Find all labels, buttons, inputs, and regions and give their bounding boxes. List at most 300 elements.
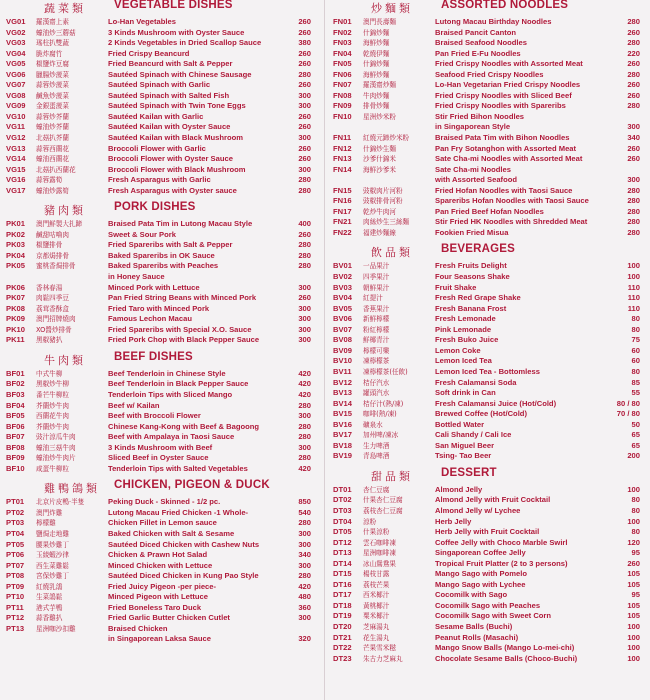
menu-item-row	[6, 80, 311, 91]
item-name-cn: 生力啤酒	[363, 441, 390, 450]
item-price: 300	[298, 539, 311, 549]
item-name-cn: 鹹魚炒菠菜	[36, 91, 69, 100]
item-code: BV01	[333, 261, 352, 271]
menu-item-row	[6, 59, 311, 70]
item-code: VG06	[6, 69, 26, 79]
item-code: VG01	[6, 17, 26, 26]
item-name: Chinese Kang-Kong with Beef & Bagoong	[108, 421, 260, 431]
item-price: 260	[298, 111, 311, 121]
menu-item-row	[333, 441, 640, 452]
item-price: 100	[627, 516, 640, 526]
item-name: Mango Sago with Pomelo	[435, 569, 527, 579]
menu-item-row	[6, 261, 311, 272]
item-code: VG13	[6, 143, 26, 153]
menu-item-row	[6, 165, 311, 176]
item-code: FN17	[333, 206, 352, 216]
item-name: Tenderloin Tips with Salted Vegetables	[108, 463, 248, 473]
menu-item-row	[6, 592, 311, 603]
item-code: FN02	[333, 27, 352, 37]
menu-item-row	[333, 175, 640, 186]
item-name: Fookien Fried Misua	[435, 227, 509, 237]
item-price: 280	[627, 217, 640, 227]
item-code: VG12	[6, 133, 26, 143]
menu-item-row	[6, 379, 311, 390]
item-name: with Assorted Seafood	[435, 175, 517, 185]
item-code: DT01	[333, 484, 352, 494]
item-name-cn: 豉汁涼瓜牛肉	[36, 433, 76, 442]
item-name-cn: 芥蘭炒牛肉	[36, 422, 69, 431]
item-price: 360	[298, 602, 311, 612]
item-name-cn: 荔枝杏仁豆腐	[363, 506, 403, 515]
section-title-cn: 牛肉類	[44, 353, 86, 367]
item-name: Spareribs Hofan Noodles with Taosi Sauce	[435, 196, 589, 206]
item-code: DT17	[333, 590, 352, 600]
item-name: 3 Kinds Mushroom with Beef	[108, 442, 213, 452]
item-code: BV19	[333, 451, 352, 461]
menu-section	[333, 468, 640, 664]
item-code: VG16	[6, 175, 26, 185]
item-name-cn: 新鮮檸檬	[363, 315, 390, 324]
item-price	[606, 112, 640, 123]
item-price: 260	[298, 27, 311, 37]
menu-item-row	[6, 453, 311, 464]
menu-item-row	[6, 571, 311, 582]
item-code: BF09	[6, 453, 25, 463]
item-name: Almond Jelly with Fruit Cocktail	[435, 495, 551, 505]
menu-item-row	[6, 624, 311, 635]
item-code: PT06	[6, 550, 25, 560]
item-name: Lo-Han Vegetarian Fried Crispy Noodles	[435, 80, 581, 90]
item-code: VG03	[6, 38, 26, 48]
item-name: Beef Tenderloin in Chinese Style	[108, 368, 226, 378]
menu-item-row	[333, 101, 640, 112]
item-name-cn: 北京片皮鴨·半隻	[36, 498, 85, 507]
menu-item-row	[6, 443, 311, 454]
section-title-cn: 炒麵類	[371, 2, 413, 15]
item-name-cn: 香林春湯	[36, 283, 63, 292]
item-name-cn: 蒜蓉炒菠菜	[36, 81, 69, 90]
item-price: 300	[298, 411, 311, 421]
item-code: DT03	[333, 505, 352, 515]
item-price: 300	[627, 122, 640, 132]
item-name: Pink Lemonade	[435, 324, 492, 334]
menu-item-row	[6, 283, 311, 294]
item-price: 100	[627, 643, 640, 653]
item-name-cn: 凍檸檬茶	[363, 357, 390, 366]
item-name: Braised Pata Tim with Bihon Noodles	[435, 133, 570, 143]
item-code: VG07	[6, 80, 26, 90]
section-header	[6, 202, 311, 218]
item-code	[6, 634, 36, 645]
item-price: 280	[627, 185, 640, 195]
item-name-cn: 肉鬆四季豆	[36, 294, 69, 303]
item-code: FN04	[333, 48, 352, 58]
item-name: Tropical Fruit Platter (2 to 3 persons)	[435, 558, 568, 568]
item-name: in Singaporean Laksa Sauce	[108, 634, 211, 644]
item-price	[277, 624, 311, 635]
item-price: 320	[298, 634, 311, 644]
item-code	[333, 122, 363, 133]
menu-item-row	[333, 122, 640, 133]
item-code: FN01	[333, 17, 352, 26]
item-name-cn: 海鮮炒麵	[363, 39, 390, 48]
menu-item-row	[333, 633, 640, 644]
menu-section	[333, 0, 640, 238]
item-name-cn: 乾炒牛肉河	[363, 207, 396, 216]
item-name: Baked Spareribs in OK Sauce	[108, 250, 215, 260]
item-name-cn: 香蕉果汁	[363, 304, 390, 313]
menu-item-row	[333, 91, 640, 102]
section-title: BEEF DISHES	[114, 350, 193, 363]
menu-item-row	[333, 654, 640, 665]
item-price: 80	[631, 366, 640, 376]
item-code: BF08	[6, 442, 25, 452]
menu-item-row	[6, 154, 311, 165]
item-price: 260	[627, 90, 640, 100]
item-name-cn: 涼粉	[363, 517, 377, 526]
menu-item-row	[6, 144, 311, 155]
item-price: 260	[298, 154, 311, 164]
item-code: VG09	[6, 101, 26, 111]
item-name: Coffee Jelly with Choco Marble Swirl	[435, 537, 568, 547]
menu-item-row	[333, 133, 640, 144]
item-name: Beef Tenderloin in Black Pepper Sauce	[108, 379, 249, 389]
menu-item-row	[333, 346, 640, 357]
item-price: 300	[627, 175, 640, 185]
item-name-cn: XO醬炒排骨	[36, 325, 72, 334]
item-code: PT03	[6, 518, 25, 528]
item-price: 260	[298, 17, 311, 26]
section-title-cn: 甜品類	[371, 469, 413, 483]
menu-item-row	[333, 420, 640, 431]
menu-item-row	[6, 582, 311, 593]
item-name: Fresh Buko Juice	[435, 335, 499, 345]
item-name: Fried Pork Chop with Black Pepper Sauce	[108, 335, 260, 345]
item-code: BV15	[333, 409, 352, 419]
item-name-cn: 福建炒麵線	[363, 228, 396, 237]
item-code: BF07	[6, 432, 25, 442]
menu-item-row	[333, 590, 640, 601]
item-price: 300	[298, 303, 311, 313]
item-price: 105	[627, 600, 640, 610]
item-name-cn: 北菇扒芥蘭	[36, 134, 69, 143]
item-price: 70 / 80	[616, 409, 640, 419]
item-name-cn: 星洲咖沙扣雞	[36, 624, 76, 633]
item-name-cn: 番芒牛柳粒	[36, 390, 69, 399]
item-name-cn: 檸檬可樂	[363, 346, 390, 355]
item-name: Pan Fried String Beans with Minced Pork	[108, 293, 257, 303]
item-name: Mango Snow Balls (Mango Lo-mei-chi)	[435, 643, 575, 653]
item-name: Almond Jelly	[435, 484, 483, 494]
item-code: PT11	[6, 602, 24, 612]
item-name: Brewed Coffee (Hot/Cold)	[435, 409, 527, 419]
item-code: BF10	[6, 463, 25, 473]
item-price: 260	[627, 59, 640, 69]
item-name-cn: 澳門長壽麵	[363, 18, 396, 26]
item-price: 300	[298, 560, 311, 570]
item-price: 300	[298, 528, 311, 538]
item-price: 300	[298, 324, 311, 334]
item-price: 280	[298, 518, 311, 528]
menu-item-row	[6, 518, 311, 529]
item-code: VG15	[6, 164, 26, 174]
item-name-cn: 星洲炒米粉	[363, 112, 396, 121]
item-name-cn: 蠔油炒露筍	[36, 186, 69, 195]
item-name-cn: 蠔油炒芥蘭	[36, 123, 69, 132]
item-name: Minced Pigeon with Lettuce	[108, 592, 208, 602]
item-name: Fresh Fruits Delight	[435, 261, 507, 271]
item-name: Lutong Macau Fried Chicken -1 Whole-	[108, 507, 249, 517]
item-price: 80	[631, 314, 640, 324]
menu-item-row	[6, 550, 311, 561]
item-name-cn: 蜜桃香焗排骨	[36, 262, 76, 271]
item-price: 100	[627, 632, 640, 642]
item-price: 95	[631, 590, 640, 600]
menu-item-row	[333, 196, 640, 207]
item-name: Sautéed Spinach with Salted Fish	[108, 90, 230, 100]
item-code: FN16	[333, 196, 352, 206]
item-name-cn: 冰山鴛鴦果	[363, 559, 396, 568]
item-name-cn: 芥蘭炒牛肉	[36, 401, 69, 410]
item-price: 480	[298, 592, 311, 602]
item-name-cn: 北菇扒西蘭花	[36, 165, 76, 174]
item-name: Fried Juicy Pigeon -per piece-	[108, 581, 217, 591]
item-price: 300	[298, 613, 311, 623]
item-name: Peking Duck - Skinned - 1/2 pc.	[108, 497, 221, 507]
menu-item-row	[333, 517, 640, 528]
item-code: FN14	[333, 164, 352, 174]
item-name-cn: 朝鮮果汁	[363, 283, 390, 292]
item-name: Fried Garlic Butter Chicken Cutlet	[108, 613, 230, 623]
item-code: BV10	[333, 356, 352, 366]
section-header	[6, 352, 311, 368]
item-price: 260	[627, 80, 640, 90]
section-title-cn: 豬肉類	[44, 204, 86, 218]
item-name-cn: 排骨炒麵	[363, 102, 390, 111]
item-price: 420	[298, 379, 311, 389]
item-name: 3 Kinds Mushroom with Oyster Sauce	[108, 27, 245, 37]
item-code: PT02	[6, 507, 25, 517]
item-code: FN10	[333, 111, 352, 121]
menu-item-row	[6, 240, 311, 251]
item-price: 420	[298, 368, 311, 378]
item-price	[277, 272, 311, 283]
item-code: PT12	[6, 613, 25, 623]
item-name: Sautéed Diced Chicken with Cashew Nuts	[108, 539, 260, 549]
item-price: 300	[298, 101, 311, 111]
item-code: FN08	[333, 90, 352, 100]
item-name: Cocomilk Sago with Sweet Corn	[435, 611, 552, 621]
item-code: VG04	[6, 48, 26, 58]
item-name: Almond Jelly w/ Lychee	[435, 505, 521, 515]
menu-item-row	[333, 186, 640, 197]
item-price: 200	[627, 451, 640, 461]
right-column	[325, 0, 650, 700]
item-code: FN21	[333, 217, 352, 227]
item-price: 80	[631, 505, 640, 515]
item-name-cn: 椒鹽排骨	[36, 241, 63, 250]
item-name: Fresh Banana Frost	[435, 303, 507, 313]
item-name-cn: 羅漢齋上素	[36, 18, 69, 26]
menu-item-row	[333, 228, 640, 239]
item-price: 80 / 80	[616, 398, 640, 408]
item-name: Fried Taro with Minced Pork	[108, 303, 210, 313]
item-name: Pan Fry Sotanghon with Assorted Meat	[435, 143, 577, 153]
item-price: 80	[631, 495, 640, 505]
item-name-cn: 紅提汁	[363, 294, 383, 303]
menu-item-row	[333, 601, 640, 612]
item-code: BV06	[333, 314, 352, 324]
item-price: 110	[627, 282, 640, 292]
item-code: BF05	[6, 411, 25, 421]
item-name: Fresh Asparagus with Oyster sauce	[108, 185, 237, 195]
menu-item-row	[333, 538, 640, 549]
item-price: 300	[298, 442, 311, 452]
item-name: Chicken Fillet in Lemon sauce	[108, 518, 217, 528]
item-price: 300	[298, 314, 311, 324]
item-code: PK01	[6, 219, 25, 229]
item-name: Sautéed Spinach with Chinese Sausage	[108, 69, 252, 79]
menu-item-row	[6, 17, 311, 28]
menu-item-row	[333, 70, 640, 81]
item-code: BV04	[333, 293, 352, 303]
item-name: Broccoli Flower with Oyster Sauce	[108, 154, 233, 164]
item-name-cn: 澳門鮮製大扎蹄	[36, 220, 83, 229]
item-name: Beef with Ampalaya in Taosi Sauce	[108, 432, 235, 442]
item-name-cn: 凍檸檬茶(任飲)	[363, 367, 408, 376]
item-name: Cocomilk with Sago	[435, 590, 508, 600]
item-code	[333, 175, 363, 186]
item-name: Fried Hofan Noodles with Taosi Sauce	[435, 185, 573, 195]
item-name: Famous Lechon Macau	[108, 314, 192, 324]
item-name: Lemon Coke	[435, 345, 481, 355]
item-name-cn: 豉椒肉片河粉	[363, 186, 403, 195]
item-name: Chicken & Prawn Hot Salad	[108, 550, 208, 560]
item-code: BF04	[6, 400, 25, 410]
item-name: Lo-Han Vegetables	[108, 17, 176, 26]
item-price: 280	[627, 206, 640, 216]
menu-item-row	[333, 272, 640, 283]
item-price: 280	[627, 227, 640, 237]
item-name-cn: 港式芋鴨	[36, 603, 63, 612]
item-name-cn: 牛肉炒麵	[363, 91, 390, 100]
item-code: VG08	[6, 90, 26, 100]
item-name-cn: 海鮮沙爹米	[363, 165, 396, 174]
item-name: Chocolate Sesame Balls (Choco-Buchi)	[435, 653, 578, 663]
menu-item-row	[6, 293, 311, 304]
item-name-cn: 蠔油三菇牛肉	[36, 443, 76, 452]
item-name-cn: 海鮮炒麵	[363, 70, 390, 79]
item-name-cn: 豉椒排骨河粉	[363, 197, 403, 206]
item-name: Pan Fried Beef Hofan Noodles	[435, 206, 544, 216]
item-name-cn: 羅漢齋炒麵	[363, 81, 396, 90]
menu-item-row	[333, 59, 640, 70]
item-name-cn: 宮保炒雞丁	[36, 572, 69, 581]
section-title: PORK DISHES	[114, 201, 196, 214]
item-name: Braised Chicken	[108, 623, 168, 633]
item-price: 105	[627, 611, 640, 621]
item-name-cn: 礦泉水	[363, 420, 383, 429]
item-price: 50	[631, 419, 640, 429]
menu-item-row	[6, 335, 311, 346]
item-name-cn: 黑椒炒牛柳	[36, 380, 69, 389]
menu-item-row	[333, 622, 640, 633]
item-name-cn: 生菜鴿鬆	[36, 593, 63, 602]
item-name: Fresh Red Grape Shake	[435, 293, 521, 303]
item-code: PT09	[6, 581, 25, 591]
item-code: PT10	[6, 592, 25, 602]
item-name: Sautéed Kailan with Black Mushroom	[108, 133, 244, 143]
item-name: Singaporean Coffee Jelly	[435, 548, 526, 558]
item-name-cn: 什錦炒生麵	[363, 144, 396, 153]
item-name-cn: 粟米椰汁	[363, 612, 390, 621]
item-name: Fried Crispy Beancurd	[108, 48, 190, 58]
menu-item-row	[6, 175, 311, 186]
item-price: 105	[627, 579, 640, 589]
item-code: BV03	[333, 282, 352, 292]
item-price: 280	[298, 69, 311, 79]
item-code: BF03	[6, 389, 25, 399]
item-code: VG02	[6, 27, 26, 37]
item-name: Pan Fried E-Fu Noodles	[435, 48, 521, 58]
menu-item-row	[333, 283, 640, 294]
item-name: Fried Boneless Taro Duck	[108, 602, 202, 612]
item-price: 420	[298, 463, 311, 473]
item-name: Stir Fried Bihon Noodles	[435, 111, 525, 121]
menu-item-row	[6, 613, 311, 624]
item-name-cn: 加州啤/凍冰	[363, 431, 399, 440]
menu-section	[6, 480, 311, 645]
item-name: Broccoli Flower with Black Mushroom	[108, 164, 246, 174]
item-name-cn: 芝麻湯丸	[363, 622, 390, 631]
item-code: BV13	[333, 388, 352, 398]
item-price	[606, 165, 640, 176]
item-price: 420	[298, 389, 311, 399]
item-price: 280	[298, 175, 311, 185]
item-price: 260	[298, 48, 311, 58]
menu-item-row	[333, 335, 640, 346]
item-name-cn: 粉紅檸檬	[363, 325, 390, 334]
item-price: 300	[298, 335, 311, 345]
item-code: PK03	[6, 240, 25, 250]
menu-item-row	[333, 451, 640, 462]
item-name-cn: 蒜蓉露筍	[36, 176, 63, 185]
item-name: Seafood Fried Crispy Noodles	[435, 69, 544, 79]
menu-item-row	[333, 495, 640, 506]
item-name: Beef w/ Kailan	[108, 400, 160, 410]
item-code: PK04	[6, 250, 25, 260]
menu-item-row	[6, 272, 311, 283]
menu-item-row	[6, 101, 311, 112]
item-name: Sesame Balls (Buchi)	[435, 621, 513, 631]
item-name-cn: 蒜蓉炒芥蘭	[36, 112, 69, 121]
item-code: FN07	[333, 80, 352, 90]
menu-item-row	[6, 464, 311, 475]
menu-item-row	[6, 219, 311, 230]
menu-item-row	[333, 569, 640, 580]
item-name: Braised Pata Tim in Lutong Macau Style	[108, 219, 253, 229]
item-name: Fresh Lemonade	[435, 314, 496, 324]
item-name: Fried Crispy Noodles with Assorted Meat	[435, 59, 583, 69]
item-code: DT05	[333, 527, 352, 537]
item-name-cn: 什果涼粉	[363, 528, 390, 537]
item-name: Sautéed Spinach with Twin Tone Eggs	[108, 101, 246, 111]
item-name: Broccoli Flower with Garlic	[108, 143, 206, 153]
item-name-cn: 荔枝芒果	[363, 580, 390, 589]
item-price: 260	[298, 293, 311, 303]
item-code: DT19	[333, 611, 352, 621]
menu-item-row	[6, 91, 311, 102]
